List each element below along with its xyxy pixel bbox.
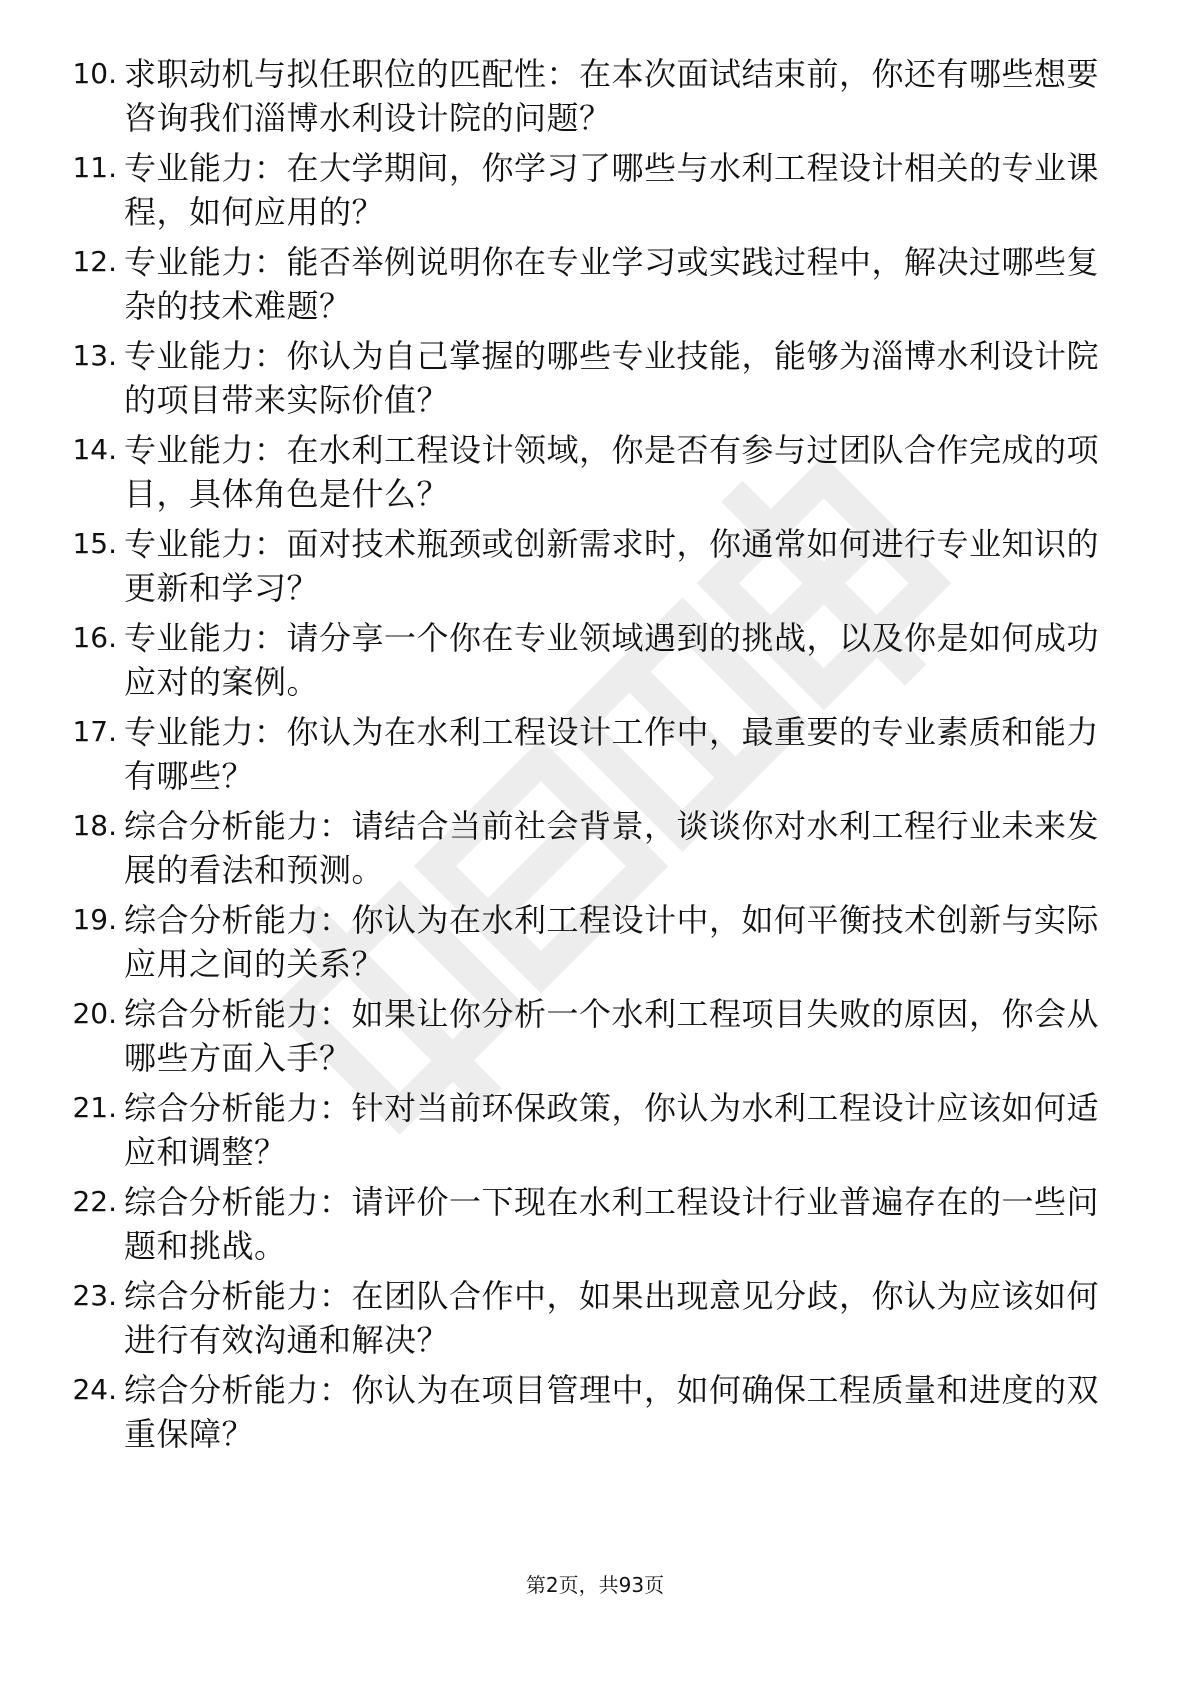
- question-number: 22.: [72, 1185, 117, 1218]
- question-number: 15.: [72, 527, 117, 560]
- question-text: 综合分析能力：针对当前环保政策，你认为水利工程设计应该如何适应和调整？: [124, 1089, 1100, 1171]
- question-item: [55, 240, 1115, 330]
- question-text: 综合分析能力：请评价一下现在水利工程设计行业普遍存在的一些问题和挑战。: [124, 1183, 1100, 1265]
- question-item: [55, 1180, 1115, 1270]
- question-item: [55, 428, 1115, 518]
- question-number: 19.: [72, 903, 117, 936]
- question-text: 综合分析能力：如果让你分析一个水利工程项目失败的原因，你会从哪些方面入手？: [124, 995, 1100, 1077]
- question-number: 17.: [72, 715, 117, 748]
- question-item: [55, 334, 1115, 424]
- question-text: 综合分析能力：在团队合作中，如果出现意见分歧，你认为应该如何进行有效沟通和解决？: [124, 1277, 1100, 1359]
- question-text: 综合分析能力：你认为在项目管理中，如何确保工程质量和进度的双重保障？: [124, 1371, 1100, 1453]
- question-number: 12.: [72, 245, 117, 278]
- question-item: [55, 146, 1115, 236]
- question-item: [55, 1368, 1115, 1458]
- question-number: 23.: [72, 1279, 117, 1312]
- question-text: 专业能力：在水利工程设计领域，你是否有参与过团队合作完成的项目，具体角色是什么？: [124, 431, 1100, 513]
- question-item: [55, 52, 1115, 142]
- question-item: [55, 898, 1115, 988]
- question-item: [55, 710, 1115, 800]
- question-number: 21.: [72, 1091, 117, 1124]
- question-number: 16.: [72, 621, 117, 654]
- question-text: 专业能力：面对技术瓶颈或创新需求时，你通常如何进行专业知识的更新和学习？: [124, 525, 1100, 607]
- question-item: [55, 1086, 1115, 1176]
- page-number-footer: 第2页，共93页: [525, 1573, 665, 1597]
- question-text: 专业能力：你认为自己掌握的哪些专业技能，能够为淄博水利设计院的项目带来实际价值？: [124, 337, 1100, 419]
- question-number: 11.: [72, 151, 117, 184]
- question-text: 专业能力：在大学期间，你学习了哪些与水利工程设计相关的专业课程，如何应用的？: [124, 149, 1100, 231]
- question-text: 求职动机与拟任职位的匹配性：在本次面试结束前，你还有哪些想要咨询我们淄博水利设计院的问题？: [124, 55, 1100, 137]
- question-text: 综合分析能力：你认为在水利工程设计中，如何平衡技术创新与实际应用之间的关系？: [124, 901, 1100, 983]
- question-item: [55, 992, 1115, 1082]
- question-text: 专业能力：能否举例说明你在专业学习或实践过程中，解决过哪些复杂的技术难题？: [124, 243, 1100, 325]
- question-number: 10.: [72, 57, 117, 90]
- question-number: 24.: [72, 1373, 117, 1406]
- question-number: 20.: [72, 997, 117, 1030]
- question-item: [55, 1274, 1115, 1364]
- question-number: 14.: [72, 433, 117, 466]
- question-number: 13.: [72, 339, 117, 372]
- question-item: [55, 804, 1115, 894]
- question-item: [55, 522, 1115, 612]
- question-item: [55, 616, 1115, 706]
- question-text: 专业能力：请分享一个你在专业领域遇到的挑战，以及你是如何成功应对的案例。: [124, 619, 1100, 701]
- question-text: 专业能力：你认为在水利工程设计工作中，最重要的专业素质和能力有哪些？: [124, 713, 1100, 795]
- question-text: 综合分析能力：请结合当前社会背景，谈谈你对水利工程行业未来发展的看法和预测。: [124, 807, 1100, 889]
- question-number: 18.: [72, 809, 117, 842]
